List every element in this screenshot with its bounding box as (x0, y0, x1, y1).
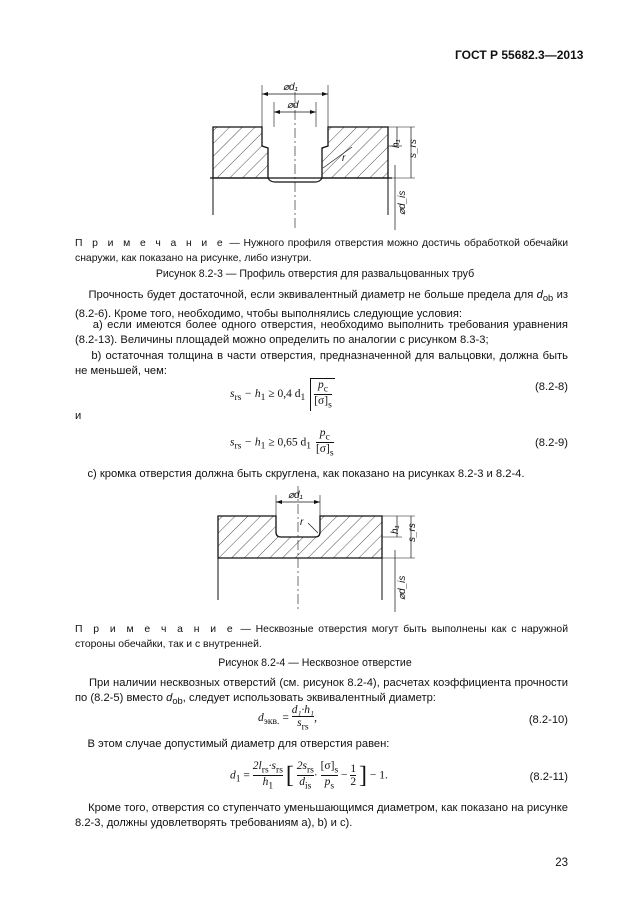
dim-h1: h₁ (391, 139, 402, 148)
figure2-note: П р и м е ч а н и е — Несквозные отверстия могут быть выполнены как с наружной стороны обечайки, так и с внутренней. (75, 624, 569, 651)
dim-dis: ⌀d_is (397, 190, 408, 215)
eqno-8-2-10: (8.2-10) (528, 714, 568, 726)
dim-d1-fig2: ⌀d₁ (288, 490, 303, 501)
dim-d1: ⌀d₁ (283, 82, 298, 93)
equation-8-2-9: $s_{rs} - h_1 \ge 0,65$ $d_1$ $\frac{p_c}{[\sigma]_s}$ (230, 427, 334, 459)
body-paragraph-3: В этом случае допустимый диаметр для отверстия равен: (87, 738, 390, 750)
body-paragraph-1: Прочность будет достаточной, если эквивалентный диаметр не больше предела для $d_{ob}$ из (8.2-6). Кроме того, необходимо, чтобы выполнялись следующие условия: (75, 289, 568, 320)
equation-8-2-10: $d_{экв.}$ = d₁·h₁ $s_{rs}$ , (258, 704, 317, 733)
figure1-note: П р и м е ч а н и е — Нужного профиля отверстия можно достичь обработкой обечайки снаружи, как показано на рисунке, либо изнутри. (75, 238, 569, 265)
dim-d: ⌀d (287, 100, 299, 111)
eqno-8-2-9: (8.2-9) (535, 437, 568, 449)
eqno-8-2-8: (8.2-8) (535, 381, 568, 393)
dim-r-fig2: r (300, 517, 304, 528)
item-a: a) если имеются более одного отверстия, необходимо выполнить требования уравнения (8.2-13). Величины площадей можно определить по аналогии с рисунком 8.3-3; (75, 319, 568, 347)
dim-h1-fig2: h₁ (390, 525, 401, 534)
dim-srs: s_rs (408, 139, 419, 158)
eqno-8-2-11: (8.2-11) (529, 771, 568, 783)
and-word: и (75, 410, 82, 422)
equation-8-2-11: $d_1$ = $2l_{rs}\cdot s_{rs}$ $h_1$ [ $2s_{rs}$ $d_{is}$ · $\frac{[\sigma]_s}{p_s}$ − $\frac{1}{2}$ ] − 1. (230, 760, 388, 792)
body-paragraph-4: Кроме того, отверстия со ступенчато уменьшающимся диаметром, как показано на рисунке 8.2-3, должны удовлетворять требованиям а), b) и с). (75, 802, 568, 830)
figure1-caption: Рисунок 8.2-3 — Профиль отверстия для развальцованных труб (155, 268, 475, 280)
dim-srs-fig2: s_rs (407, 523, 418, 542)
dim-r: r (342, 153, 346, 164)
body-paragraph-2: При наличии несквозных отверстий (см. рисунок 8.2-4), расчетах коэффициента прочности по (8.2-5) вместо $d_{ob}$, следует использовать эквивалентный диаметр: (75, 677, 569, 707)
document-header: ГОСТ Р 55682.3—2013 (455, 48, 584, 62)
dim-dis-fig2: ⌀d_is (397, 575, 408, 600)
page-number: 23 (555, 857, 568, 869)
item-b: b) остаточная толщина в части отверстия, предназначенной для вальцовки, должна быть не меньшей, чем: (75, 350, 569, 378)
item-c: c) кромка отверстия должна быть скруглена, как показано на рисунках 8.2-3 и 8.2-4. (87, 468, 525, 480)
equation-8-2-8: $s_{rs} - h_1 \ge 0,4$ $d_1$ $\frac{p_c}{[\sigma]_s}$ (230, 378, 335, 411)
figure2-caption: Рисунок 8.2-4 — Несквозное отверстие (218, 657, 412, 669)
